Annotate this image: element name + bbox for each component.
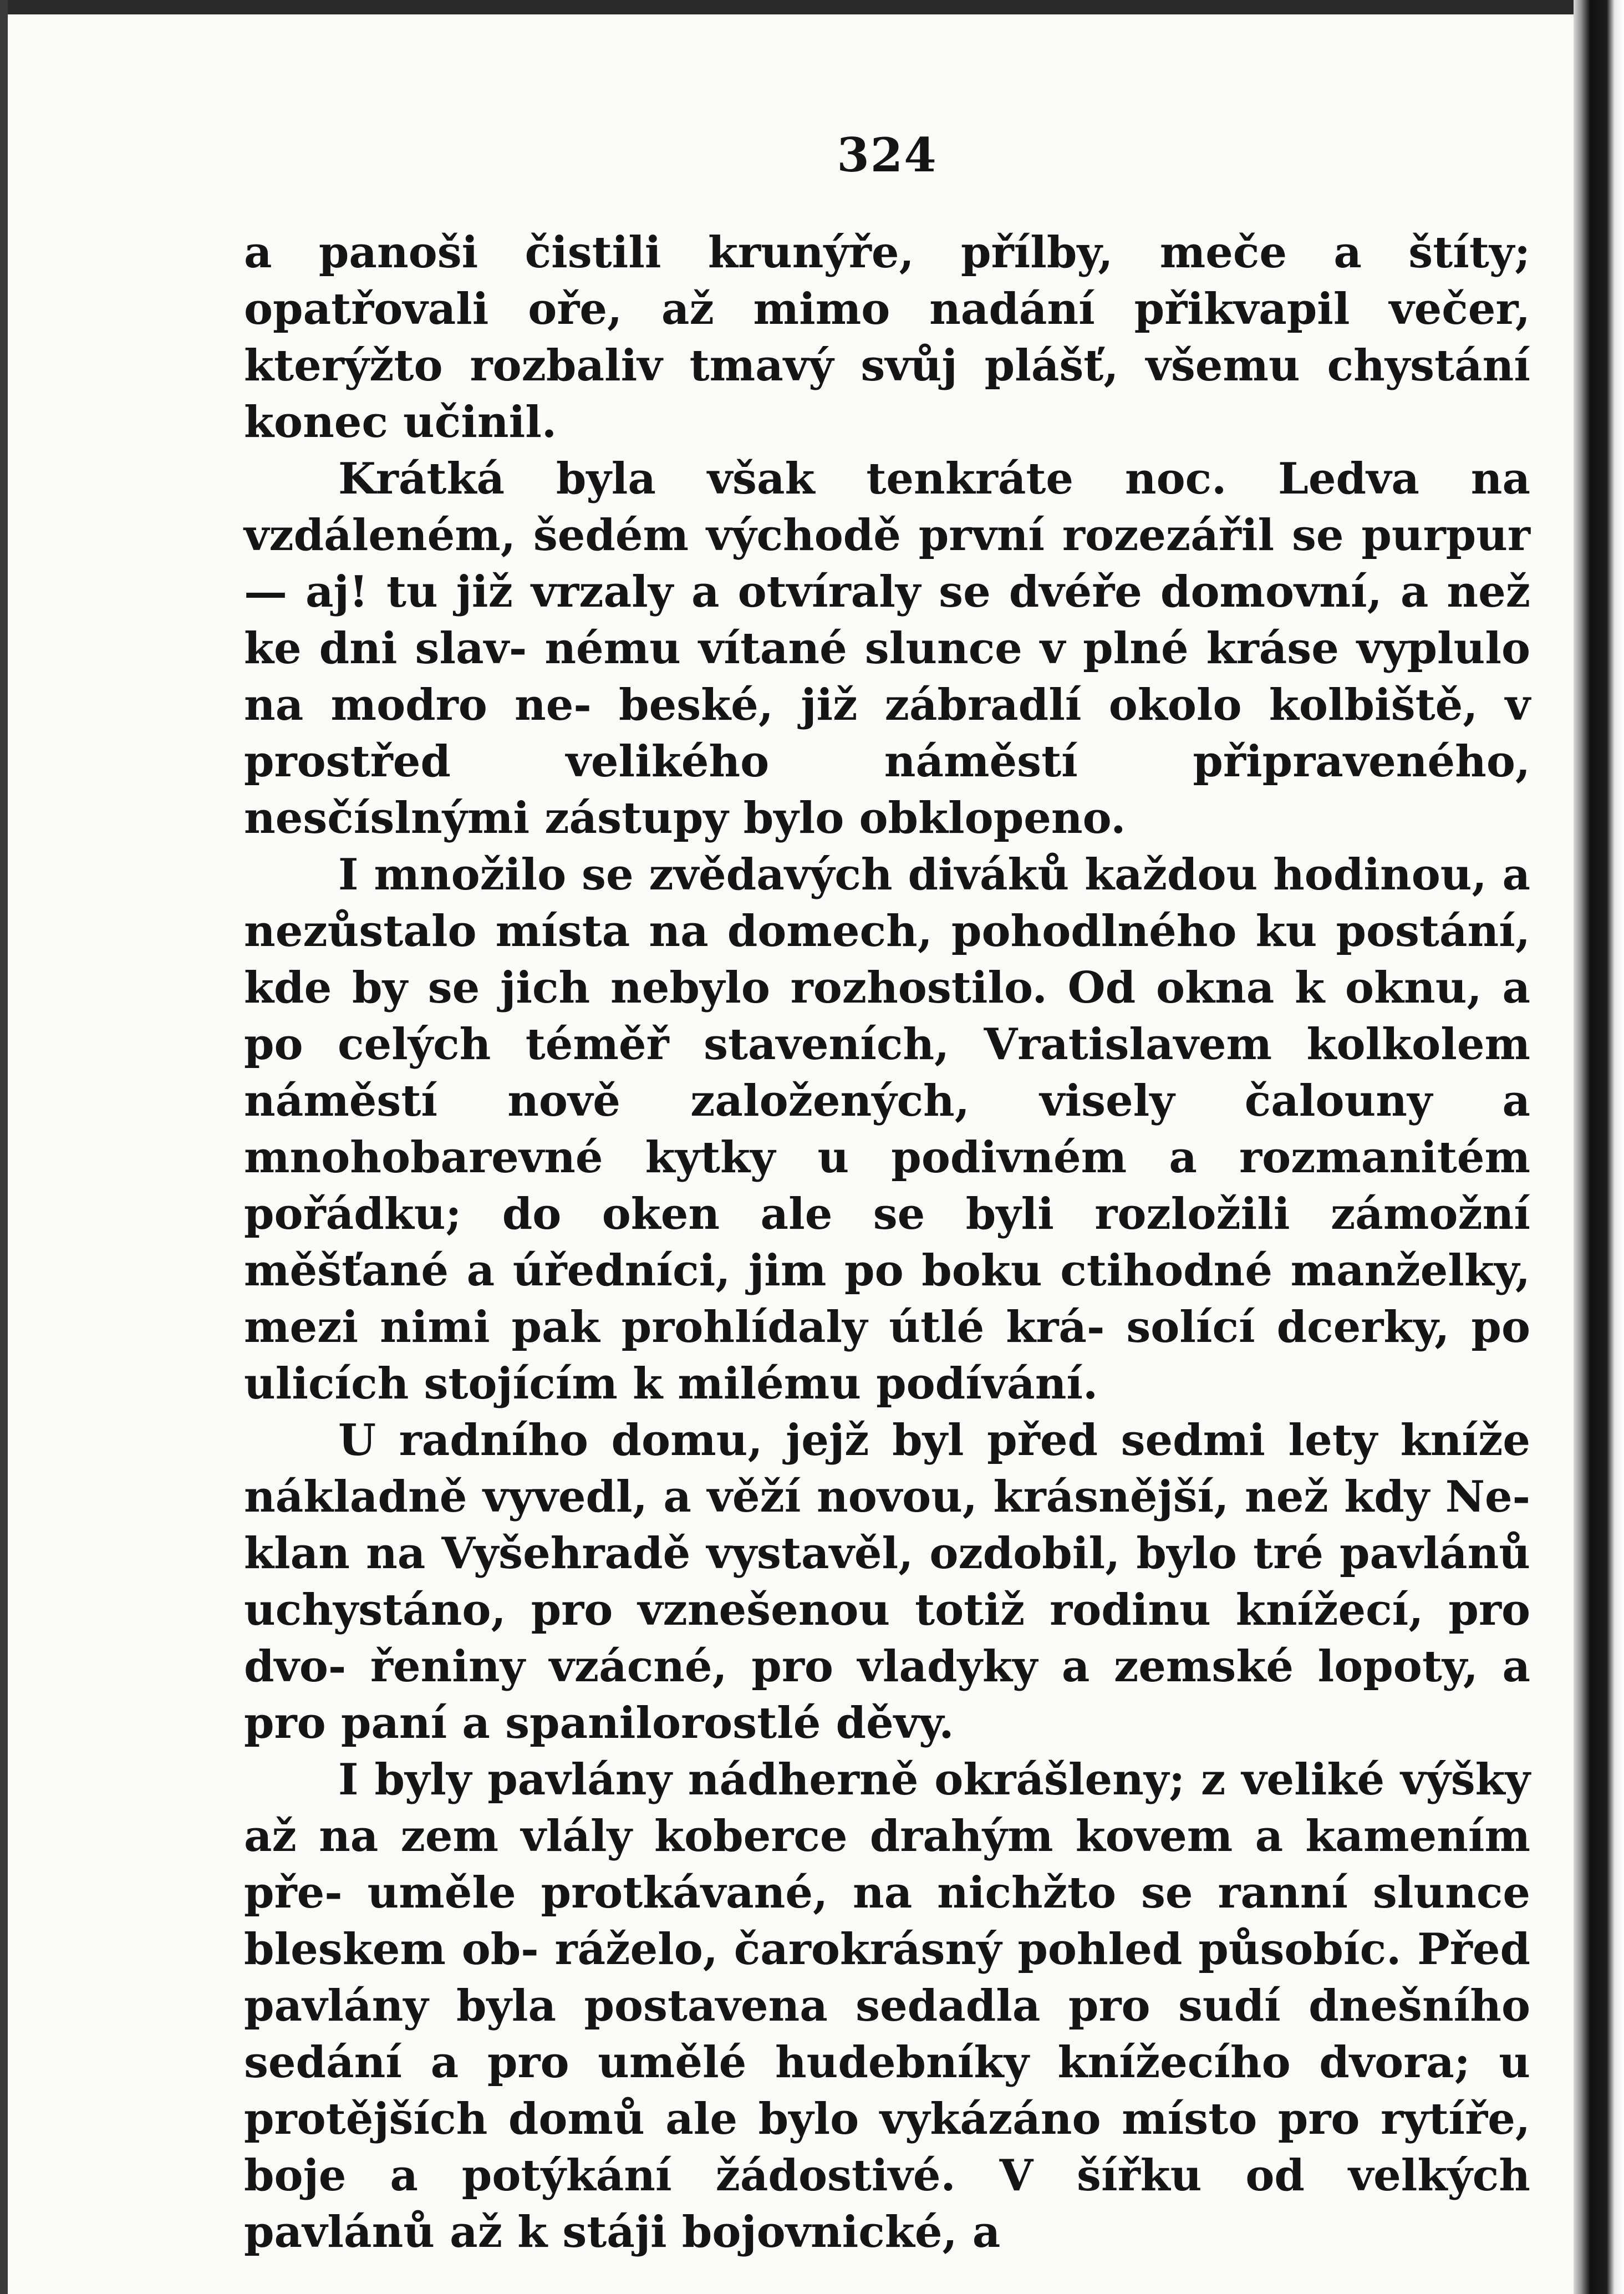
book-page xyxy=(244,111,1531,2257)
text-line: uchystáno, pro vznešenou totiž rodinu knížecí, pro dvo- xyxy=(244,1585,1530,1692)
paragraph xyxy=(244,451,1530,847)
text-line: uměle protkávané, na nichžto se ranní slunce bleskem ob- xyxy=(244,1868,1531,1975)
page-number: 324 xyxy=(837,128,938,182)
paragraph xyxy=(244,1412,1530,1752)
text-line: I byly pavlány nádherně okrášleny; z veliké výšky xyxy=(338,1754,1530,1805)
text-line: postavena sedadla pro sudí dnešního sedání a pro umělé xyxy=(244,1981,1531,2088)
paragraph xyxy=(244,1752,1530,2261)
text-line: Krátká byla však tenkráte noc. Ledva na vzdáleném, xyxy=(244,454,1530,561)
text-line: ráželo, čarokrásný pohled působíc. Před pavlány byla xyxy=(244,1924,1530,2031)
text-line: šedém východě první rozezářil se purpur — aj! tu již xyxy=(244,510,1531,617)
scan-edge-left xyxy=(0,0,8,2294)
text-line: solící dcerky, po ulicích stojícím k milému podívání. xyxy=(244,1302,1530,1409)
text-line: nově založených, visely čalouny a mnohobarevné kytky xyxy=(244,1076,1531,1183)
text-line: u podivném a rozmanitém pořádku; do oken ale se xyxy=(244,1132,1531,1239)
text-line: celých téměř staveních, Vratislavem kolkolem náměstí xyxy=(244,1019,1530,1126)
book-spine-edge xyxy=(1574,0,1624,2294)
text-line: nezůstalo místa na domech, pohodlného ku postání, kde xyxy=(244,906,1530,1013)
text-line: a panoši čistili krunýře, přílby, meče a štíty; opatřovali xyxy=(244,227,1530,334)
text-line: a spanilorostlé děvy. xyxy=(462,1698,954,1748)
text-line: V šířku od velkých pavlánů až k stáji bojovnické, a xyxy=(244,2150,1531,2257)
text-line: beské, již zábradlí okolo kolbiště, v prostřed velikého xyxy=(244,680,1530,787)
text-line: řeniny vzácné, pro vladyky a zemské lopoty, a pro paní xyxy=(244,1641,1530,1748)
text-line: ctihodné manželky, mezi nimi pak prohlídaly útlé krá- xyxy=(244,1245,1530,1352)
text-line: vykázáno místo pro rytíře, boje a potýkání žádostivé. xyxy=(244,2094,1530,2201)
text-line: oře, až mimo nadání přikvapil večer, kterýžto rozbaliv xyxy=(244,284,1530,391)
text-line: tmavý svůj plášť, všemu chystání konec učinil. xyxy=(244,340,1530,447)
paragraph xyxy=(244,847,1530,1412)
text-line: nákladně vyvedl, a věží novou, krásnější, než kdy Ne- xyxy=(244,1472,1530,1522)
text-line: náměstí připraveného, nesčíslnými zástupy bylo obklopeno. xyxy=(244,736,1530,843)
paragraph xyxy=(244,225,1530,451)
body-text xyxy=(244,225,1530,2261)
text-line: vrzaly a otvíraly se dvéře domovní, a než ke dni slav- xyxy=(244,567,1530,674)
text-line: až na zem vlály koberce drahým kovem a kamením pře- xyxy=(244,1811,1530,1918)
text-line: byli rozložili zámožní měšťané a úředníci, jim po boku xyxy=(244,1189,1531,1296)
text-line: U radního domu, jejž byl před sedmi lety kníže xyxy=(338,1415,1530,1466)
text-line: klan na Vyšehradě vystavěl, ozdobil, bylo tré pavlánů xyxy=(244,1528,1530,1579)
text-line: nému vítané slunce v plné kráse vyplulo na modro ne- xyxy=(244,623,1531,730)
text-line: I množilo se zvědavých diváků každou hodinou, a xyxy=(338,850,1530,900)
scan-edge-top xyxy=(0,0,1624,14)
text-line: hudebníky knížecího dvora; u protějších domů ale bylo xyxy=(244,2037,1530,2144)
text-line: by se jich nebylo rozhostilo. Od okna k oknu, a po xyxy=(244,963,1530,1070)
